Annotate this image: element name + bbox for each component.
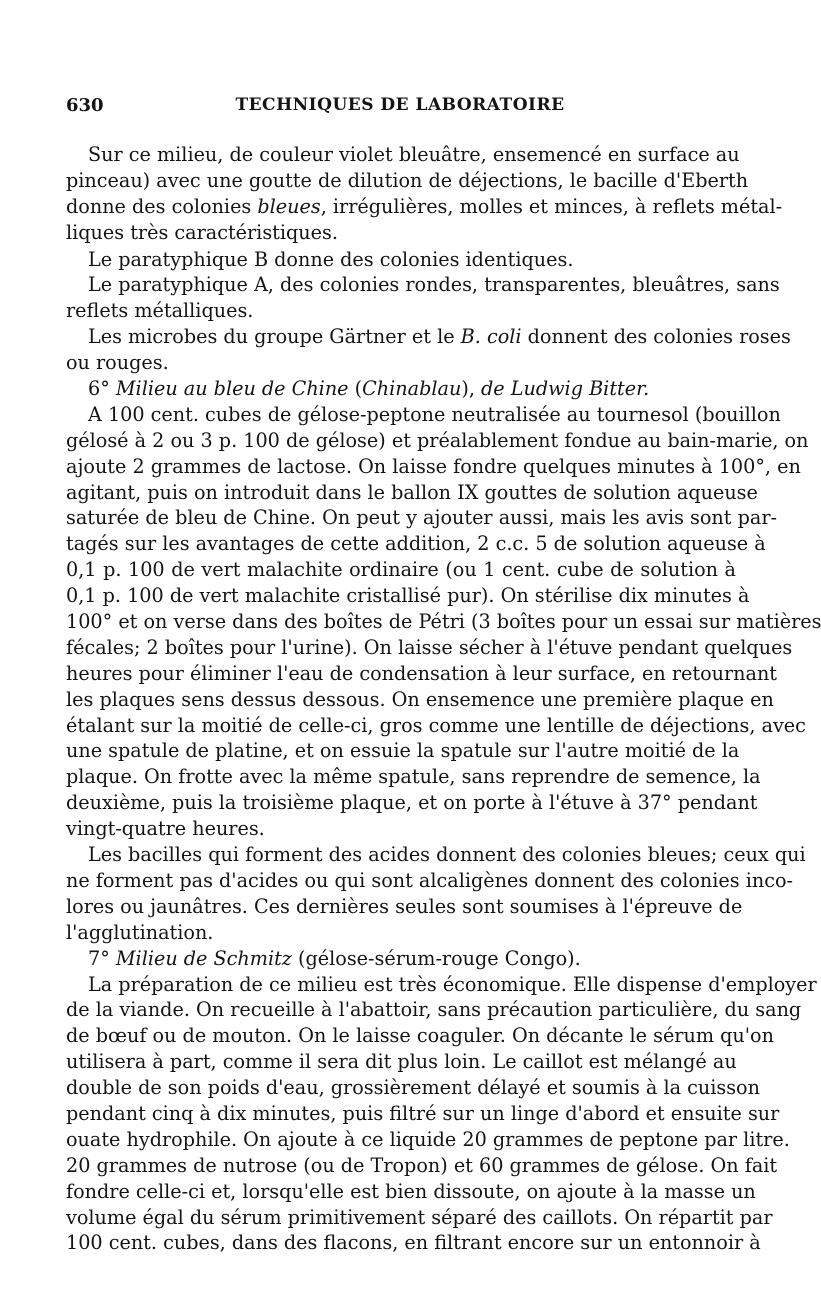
text-line: 0,1 p. 100 de vert malachite ordinaire (ou 1 cent. cube de solution à	[66, 558, 736, 582]
section-heading: 6° Milieu au bleu de Chine (Chinablau), de Ludwig Bitter.	[88, 377, 650, 401]
section-heading: 7° Milieu de Schmitz (gélose-sérum-rouge Congo).	[88, 946, 581, 970]
text-line: double de son poids d'eau, grossièrement délayé et soumis à la cuisson	[66, 1076, 760, 1100]
text-line: 0,1 p. 100 de vert malachite cristallisé pur). On stérilise dix minutes à	[66, 584, 750, 608]
text-line: étalant sur la moitié de celle-ci, gros comme une lentille de déjections, avec	[66, 713, 806, 737]
text-line: La préparation de ce milieu est très économique. Elle dispense d'employer	[88, 972, 817, 996]
text-line: volume égal du sérum primitivement séparé des caillots. On répartit par	[66, 1205, 773, 1229]
italic-text: Milieu au bleu de Chine	[115, 377, 349, 401]
text-line: reflets métalliques.	[66, 299, 254, 323]
italic-text: bleues	[257, 194, 321, 218]
text-line: gélosé à 2 ou 3 p. 100 de gélose) et préalablement fondue au bain-marie, on	[66, 428, 809, 452]
text-line: heures pour éliminer l'eau de condensation à leur surface, en retournant	[66, 661, 778, 685]
text-line: tagés sur les avantages de cette addition, 2 c.c. 5 de solution aqueuse à	[66, 532, 766, 556]
italic-text: Chinablau	[362, 377, 462, 401]
text-line: pinceau) avec une goutte de dilution de déjections, le bacille d'Eberth	[66, 168, 749, 192]
running-title: TECHNIQUES DE LABORATOIRE	[235, 95, 565, 115]
italic-text: de Ludwig Bitter.	[481, 377, 650, 401]
text-line: les plaques sens dessus dessous. On ensemence une première plaque en	[66, 687, 774, 711]
text-line: de bœuf ou de mouton. On le laisse coaguler. On décante le sérum qu'on	[66, 1024, 774, 1048]
text-line: vingt-quatre heures.	[66, 817, 265, 841]
text-line: pendant cinq à dix minutes, puis filtré sur un linge d'abord et ensuite sur	[66, 1101, 780, 1125]
text-line: 20 grammes de nutrose (ou de Tropon) et 60 grammes de gélose. On fait	[66, 1153, 778, 1177]
text-line: Sur ce milieu, de couleur violet bleuâtre, ensemencé en surface au	[88, 143, 740, 166]
text-line: liques très caractéristiques.	[66, 220, 338, 244]
text-line: Les bacilles qui forment des acides donnent des colonies bleues; ceux qui	[88, 843, 806, 867]
page-header	[66, 95, 734, 119]
text-line: fondre celle-ci et, lorsqu'elle est bien dissoute, on ajoute à la masse un	[66, 1179, 756, 1203]
text-line: ou rouges.	[66, 351, 169, 375]
text-line: plaque. On frotte avec la même spatule, sans reprendre de semence, la	[66, 765, 761, 789]
text-line: A 100 cent. cubes de gélose-peptone neutralisée au tournesol (bouillon	[88, 402, 781, 426]
text-line: ajoute 2 grammes de lactose. On laisse fondre quelques minutes à 100°, en	[66, 454, 801, 478]
text-line: agitant, puis on introduit dans le ballon IX gouttes de solution aqueuse	[66, 480, 758, 504]
italic-text: Milieu de Schmitz	[115, 946, 292, 970]
text-line: 100° et on verse dans des boîtes de Pétri (3 boîtes pour un essai sur matières	[66, 610, 821, 634]
text-line: Le paratyphique A, des colonies rondes, transparentes, bleuâtres, sans	[88, 273, 780, 297]
page-number: 630	[66, 95, 104, 116]
text-line: donne des colonies bleues, irrégulières, molles et minces, à reflets métal-	[66, 194, 783, 218]
text-line: ne forment pas d'acides ou qui sont alcaligènes donnent des colonies inco-	[66, 868, 793, 892]
text-line: ouate hydrophile. On ajoute à ce liquide 20 grammes de peptone par litre.	[66, 1127, 790, 1151]
text-line: utilisera à part, comme il sera dit plus loin. Le caillot est mélangé au	[66, 1050, 737, 1074]
text-line: Le paratyphique B donne des colonies identiques.	[88, 247, 574, 271]
italic-text: B. coli	[460, 325, 522, 349]
text-line: fécales; 2 boîtes pour l'urine). On laisse sécher à l'étuve pendant quelques	[66, 635, 793, 659]
text-line: lores ou jaunâtres. Ces dernières seules sont soumises à l'épreuve de	[66, 894, 743, 918]
text-line: une spatule de platine, et on essuie la spatule sur l'autre moitié de la	[66, 739, 740, 763]
text-line: 100 cent. cubes, dans des flacons, en filtrant encore sur un entonnoir à	[66, 1231, 761, 1255]
text-line: Les microbes du groupe Gärtner et le B. coli donnent des colonies roses	[88, 325, 791, 349]
text-line: deuxième, puis la troisième plaque, et on porte à l'étuve à 37° pendant	[66, 791, 758, 815]
text-line: l'agglutination.	[66, 920, 214, 944]
text-line: de la viande. On recueille à l'abattoir, sans précaution particulière, du sang	[66, 998, 802, 1022]
text-line: saturée de bleu de Chine. On peut y ajouter aussi, mais les avis sont par-	[66, 506, 777, 530]
page-body	[66, 142, 821, 1256]
